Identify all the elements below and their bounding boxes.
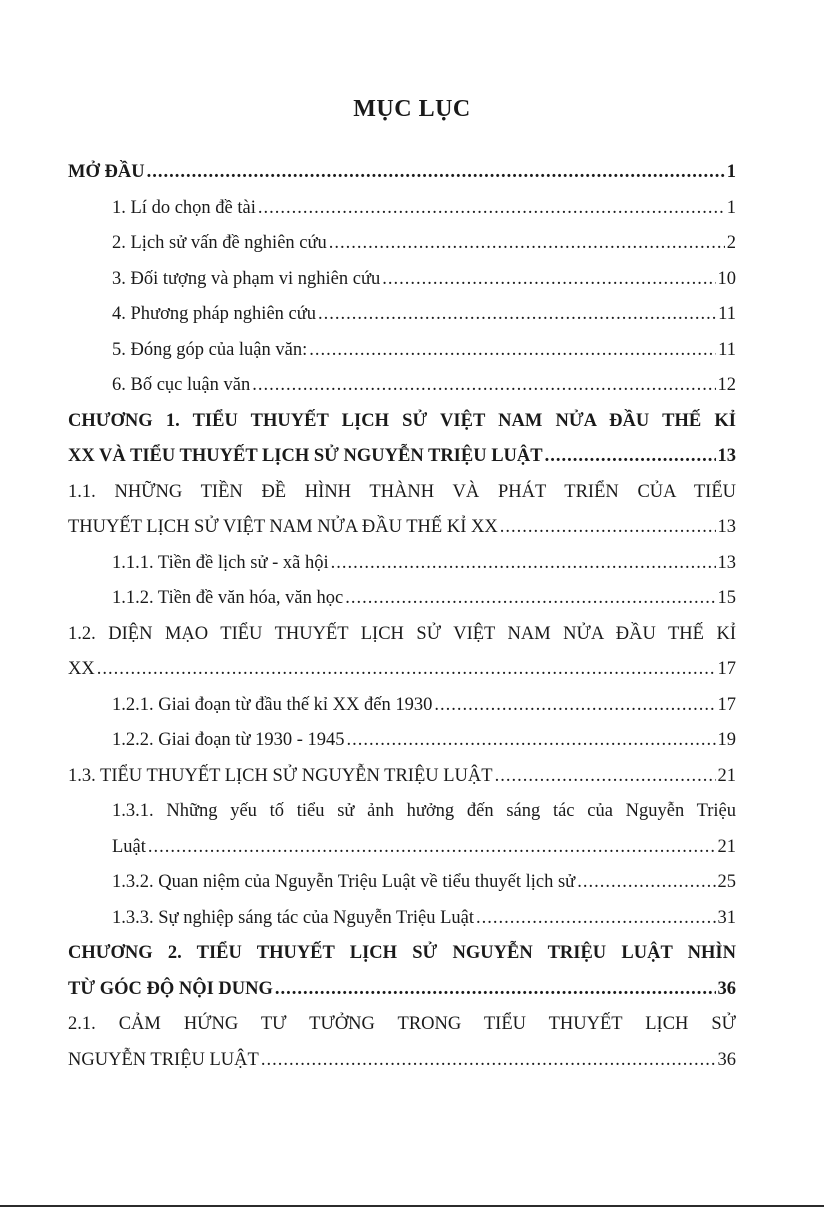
toc-entry-line-2: [68, 972, 736, 1008]
toc-entry-1-2-2[interactable]: [68, 723, 736, 759]
toc-page-number: 17: [717, 659, 736, 679]
toc-entry-text: XX VÀ TIỂU THUYẾT LỊCH SỬ NGUYỄN TRIỆU LUẬT: [68, 446, 543, 466]
toc-page-number: 13: [717, 517, 736, 537]
toc-entry-2-1[interactable]: [68, 1007, 736, 1078]
toc-page-number: 2: [726, 233, 736, 253]
toc-entry-text: TỪ GÓC ĐỘ NỘI DUNG: [68, 978, 273, 999]
toc-entry-chapter-1[interactable]: [68, 404, 736, 475]
toc-entry-1-2[interactable]: [68, 617, 736, 688]
dot-leader: [476, 901, 716, 937]
dot-leader: [345, 581, 715, 617]
toc-entry-1[interactable]: [68, 191, 736, 227]
toc-entry-line-2: [68, 510, 736, 546]
dot-leader: [258, 191, 725, 227]
toc-entry-4[interactable]: [68, 297, 736, 333]
toc-entry-text: 1.1.1. Tiền đề lịch sử - xã hội: [112, 552, 329, 573]
toc-entry-text: 1.1.2. Tiền đề văn hóa, văn học: [112, 588, 344, 608]
toc-entry-line-2: [68, 1043, 736, 1079]
toc-page-number: 31: [717, 907, 736, 928]
toc-entry-text: 2. Lịch sử vấn đề nghiên cứu: [112, 233, 327, 253]
toc-entry-3[interactable]: [68, 262, 736, 298]
page-title: MỤC LỤC: [353, 96, 471, 122]
toc-entry-line-1: 1.3.1. Những yếu tố tiểu sử ảnh hưởng đến sáng tác của Nguyễn Triệu: [112, 801, 736, 821]
toc-entry-text: 6. Bố cục luận văn: [112, 375, 251, 395]
dot-leader: [147, 155, 725, 191]
dot-leader: [148, 830, 716, 866]
toc-entry-text: 1.3.2. Quan niệm của Nguyễn Triệu Luật về tiểu thuyết lịch sử: [112, 872, 576, 892]
toc-entry-line-1: 1.1. NHỮNG TIỀN ĐỀ HÌNH THÀNH VÀ PHÁT TRIỂN CỦA TIỂU: [68, 481, 736, 502]
toc-entry-intro[interactable]: [68, 155, 736, 191]
toc-entry-text: 1.2.2. Giai đoạn từ 1930 - 1945: [112, 730, 345, 750]
toc-entry-text: MỞ ĐẦU: [68, 162, 145, 182]
toc-entry-line-1: CHƯƠNG 1. TIỂU THUYẾT LỊCH SỬ VIỆT NAM NỬA ĐẦU THẾ KỈ: [68, 410, 736, 431]
dot-leader: [275, 972, 716, 1008]
toc-entry-line-1: 2.1. CẢM HỨNG TƯ TƯỞNG TRONG TIỂU THUYẾT LỊCH SỬ: [68, 1014, 736, 1034]
toc-page-number: 17: [717, 694, 736, 715]
toc-entry-text: Luật: [112, 836, 146, 857]
toc-entry-6[interactable]: [68, 368, 736, 404]
toc-entry-text: THUYẾT LỊCH SỬ VIỆT NAM NỬA ĐẦU THẾ KỈ XX: [68, 517, 498, 537]
toc-entry-1-2-1[interactable]: [68, 688, 736, 724]
dot-leader: [500, 510, 716, 546]
toc-entry-line-1: 1.2. DIỆN MẠO TIỂU THUYẾT LỊCH SỬ VIỆT NAM NỬA ĐẦU THẾ KỈ: [68, 623, 736, 644]
dot-leader: [545, 439, 716, 475]
toc-entry-1-3[interactable]: [68, 759, 736, 795]
toc-page-number: 1: [726, 162, 736, 182]
toc-entry-text: NGUYỄN TRIỆU LUẬT: [68, 1049, 259, 1070]
dot-leader: [97, 652, 716, 688]
toc-page-number: 13: [717, 552, 736, 573]
dot-leader: [577, 865, 715, 901]
dot-leader: [318, 297, 716, 333]
dot-leader: [261, 1043, 716, 1079]
dot-leader: [252, 368, 715, 404]
toc-entry-text: 1.2.1. Giai đoạn từ đầu thế kỉ XX đến 1930: [112, 694, 433, 715]
toc-page-number: 36: [717, 1049, 736, 1070]
toc-entry-1-1[interactable]: [68, 475, 736, 546]
toc-entry-line-2: [68, 439, 736, 475]
toc-entry-1-3-2[interactable]: [68, 865, 736, 901]
toc-page-number: 10: [717, 268, 736, 289]
toc-page-number: 15: [717, 588, 736, 608]
dot-leader: [382, 262, 715, 298]
toc-page-number: 21: [717, 836, 736, 857]
toc-entry-line-1: CHƯƠNG 2. TIỂU THUYẾT LỊCH SỬ NGUYỄN TRIỆU LUẬT NHÌN: [68, 943, 736, 963]
toc-entry-1-1-1[interactable]: [68, 546, 736, 582]
toc-entry-1-3-3[interactable]: [68, 901, 736, 937]
toc-entry-1-3-1[interactable]: [68, 794, 736, 865]
toc-entry-1-1-2[interactable]: [68, 581, 736, 617]
toc-page-number: 36: [717, 978, 736, 999]
toc-entry-text: 1. Lí do chọn đề tài: [112, 197, 256, 218]
toc-entry-line-2: [68, 652, 736, 688]
toc-entry-text: 1.3.3. Sự nghiệp sáng tác của Nguyễn Triệu Luật: [112, 907, 474, 928]
table-of-contents: [68, 155, 736, 1078]
dot-leader: [347, 723, 716, 759]
toc-page-number: 1: [726, 197, 736, 218]
toc-entry-text: XX: [68, 659, 95, 679]
toc-entry-text: 1.3. TIỂU THUYẾT LỊCH SỬ NGUYỄN TRIỆU LUẬT: [68, 765, 493, 786]
dot-leader: [329, 226, 725, 262]
toc-entry-5[interactable]: [68, 333, 736, 369]
toc-entry-chapter-2[interactable]: [68, 936, 736, 1007]
toc-entry-text: 3. Đối tượng và phạm vi nghiên cứu: [112, 268, 381, 289]
toc-page-number: 21: [717, 765, 736, 786]
toc-page-number: 12: [717, 375, 736, 395]
dot-leader: [331, 546, 716, 582]
dot-leader: [434, 688, 715, 724]
dot-leader: [309, 333, 716, 369]
toc-page-number: 11: [718, 304, 736, 324]
toc-entry-2[interactable]: [68, 226, 736, 262]
toc-entry-text: 5. Đóng góp của luận văn:: [112, 339, 308, 360]
toc-entry-text: 4. Phương pháp nghiên cứu: [112, 304, 317, 324]
toc-entry-line-2: [112, 830, 736, 866]
toc-page-number: 25: [717, 872, 736, 892]
toc-page-number: 13: [717, 446, 736, 466]
page-bottom-border: [0, 1205, 824, 1207]
toc-page-number: 11: [718, 339, 736, 360]
toc-page-number: 19: [717, 730, 736, 750]
dot-leader: [495, 759, 716, 795]
